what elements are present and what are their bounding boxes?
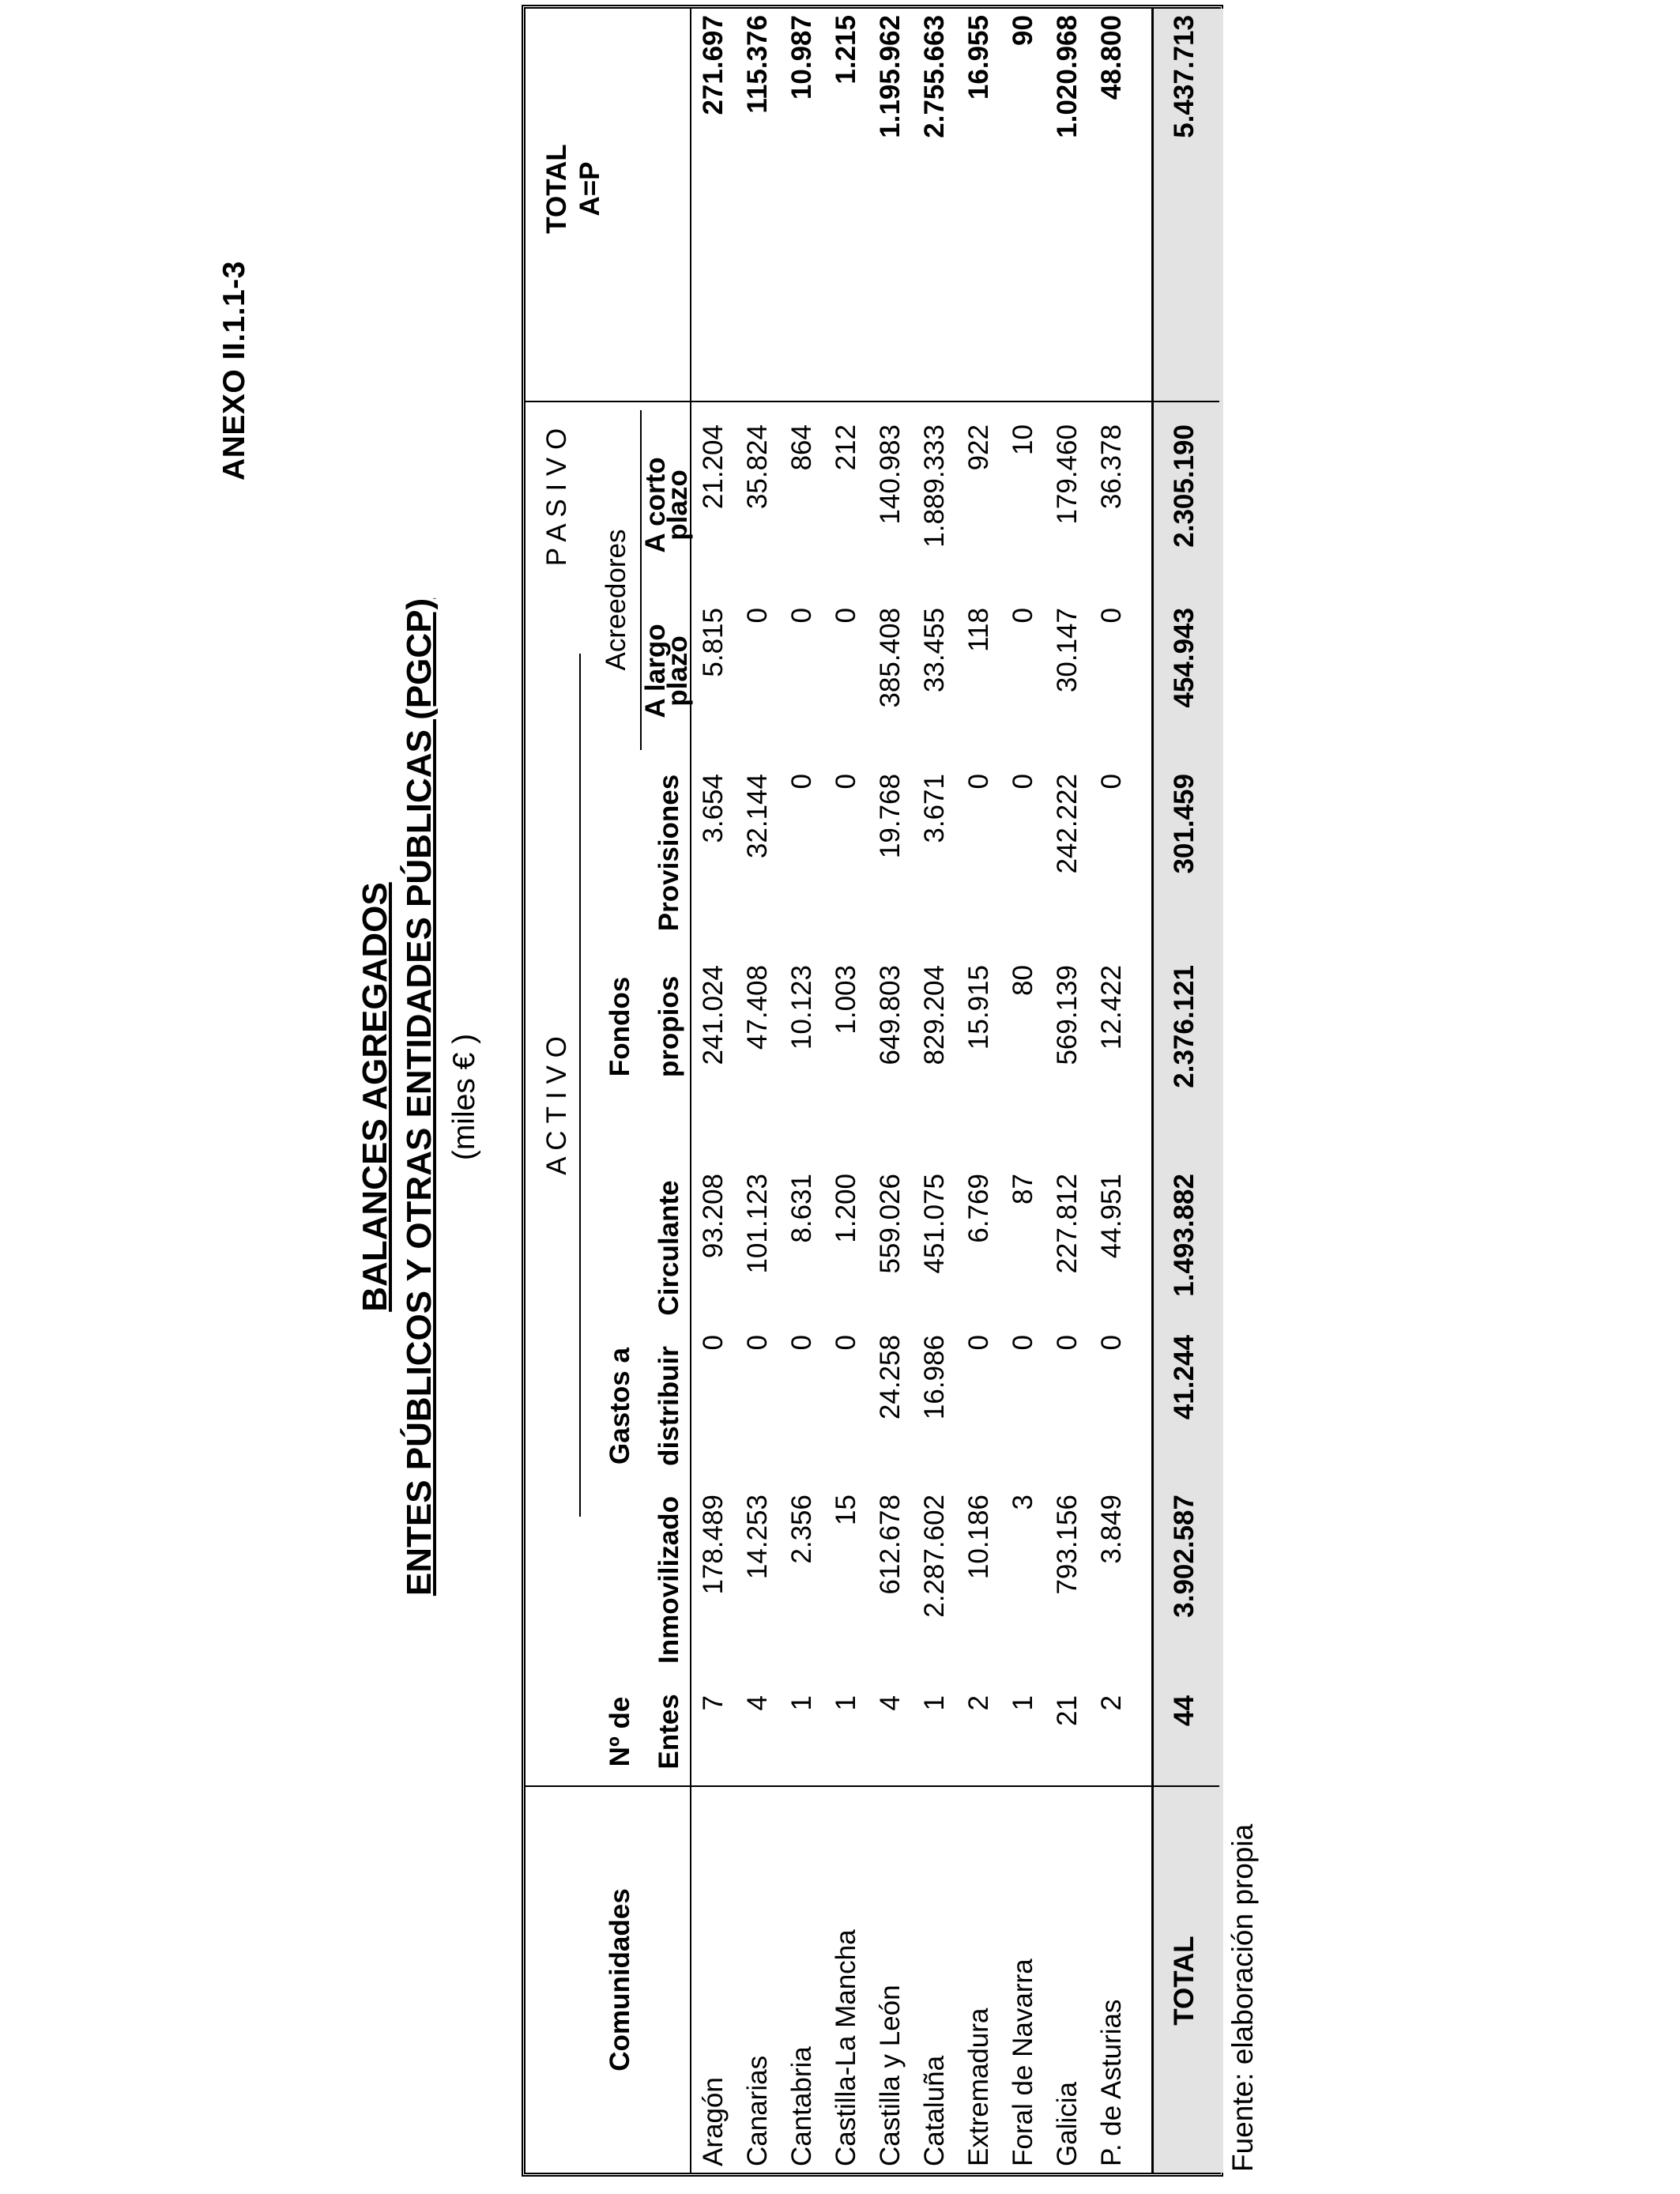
cell-circulante: 6.769 <box>963 1174 994 1243</box>
cell-inmovilizado: 3.849 <box>1096 1495 1127 1564</box>
header-largo-2: plazo <box>662 635 693 707</box>
cell-total: 48.800 <box>1096 15 1127 100</box>
header-circulante: Circulante <box>654 1180 684 1316</box>
total-cell-total: 5.437.713 <box>1169 15 1200 138</box>
cell-largo: 5.815 <box>698 608 729 677</box>
cell-corto: 864 <box>786 424 817 471</box>
cell-total: 1.215 <box>831 15 861 85</box>
cell-largo: 0 <box>786 608 817 624</box>
header-entes-2: Entes <box>654 1694 684 1770</box>
cell-entes: 2 <box>963 1695 994 1711</box>
cell-inmovilizado: 3 <box>1008 1495 1038 1510</box>
cell-comunidad: Galicia <box>1052 2082 1083 2166</box>
cell-comunidad: Aragón <box>698 2077 729 2166</box>
cell-corto: 36.378 <box>1096 424 1127 510</box>
total-cell-corto: 2.305.190 <box>1169 424 1200 548</box>
annex-label: ANEXO II.1.1-3 <box>217 261 251 481</box>
cell-largo: 385.408 <box>875 608 906 708</box>
cell-comunidad: Cataluña <box>919 2055 950 2166</box>
cell-circulante: 101.123 <box>742 1174 773 1274</box>
cell-entes: 7 <box>698 1695 729 1711</box>
cell-total: 1.020.968 <box>1052 15 1083 138</box>
cell-gastos: 0 <box>698 1335 729 1351</box>
cell-fondos: 10.123 <box>786 965 817 1050</box>
cell-circulante: 8.631 <box>786 1174 817 1243</box>
cell-corto: 922 <box>963 424 994 471</box>
cell-largo: 0 <box>831 608 861 624</box>
cell-entes: 1 <box>786 1695 817 1711</box>
cell-largo: 0 <box>1008 608 1038 624</box>
cell-entes: 1 <box>831 1695 861 1711</box>
cell-gastos: 16.986 <box>919 1335 950 1420</box>
header-largo-1: A largo <box>640 624 671 718</box>
cell-fondos: 15.915 <box>963 965 994 1050</box>
cell-corto: 140.983 <box>875 424 906 525</box>
cell-inmovilizado: 10.186 <box>963 1495 994 1580</box>
total-cell-largo: 454.943 <box>1169 608 1200 708</box>
cell-provisiones: 0 <box>831 774 861 790</box>
cell-entes: 4 <box>875 1695 906 1711</box>
header-inmovilizado: Inmovilizado <box>654 1496 684 1664</box>
cell-gastos: 0 <box>742 1335 773 1351</box>
cell-comunidad: Extremadura <box>963 2007 994 2166</box>
cell-comunidad: Canarias <box>742 2055 773 2166</box>
cell-corto: 179.460 <box>1052 424 1083 525</box>
cell-fondos: 80 <box>1008 965 1038 996</box>
cell-entes: 21 <box>1052 1695 1083 1726</box>
cell-entes: 4 <box>742 1695 773 1711</box>
cell-fondos: 569.139 <box>1052 965 1083 1065</box>
cell-largo: 33.455 <box>919 608 950 693</box>
header-fondos-2: propios <box>654 975 684 1078</box>
cell-fondos: 649.803 <box>875 965 906 1065</box>
cell-gastos: 0 <box>963 1335 994 1351</box>
cell-total: 1.195.962 <box>875 15 906 138</box>
cell-comunidad: P. de Asturias <box>1096 1999 1127 2166</box>
cell-corto: 35.824 <box>742 424 773 510</box>
cell-total: 271.697 <box>698 15 729 115</box>
source-footnote: Fuente: elaboración propia <box>1226 1823 1259 2172</box>
cell-provisiones: 0 <box>786 774 817 790</box>
total-cell-comunidad: TOTAL <box>1169 1936 1200 2026</box>
header-bottom-rule <box>690 9 691 2173</box>
cell-fondos: 12.422 <box>1096 965 1127 1050</box>
cell-corto: 10 <box>1008 424 1038 455</box>
cell-inmovilizado: 612.678 <box>875 1495 906 1595</box>
cell-total: 115.376 <box>742 15 773 114</box>
header-gastos-1: Gastos a <box>605 1348 635 1465</box>
cell-total: 2.755.663 <box>919 15 950 138</box>
cell-gastos: 0 <box>1096 1335 1127 1351</box>
total-cell-circulante: 1.493.882 <box>1169 1174 1200 1297</box>
total-cell-entes: 44 <box>1169 1695 1200 1726</box>
cell-entes: 1 <box>919 1695 950 1711</box>
title-line-2: ENTES PÚBLICOS Y OTRAS ENTIDADES PÚBLICAS (PGCP) <box>400 598 439 1596</box>
cell-fondos: 829.204 <box>919 965 950 1065</box>
header-activo: A C T I V O <box>541 1036 572 1175</box>
cell-circulante: 227.812 <box>1052 1174 1083 1274</box>
cell-largo: 0 <box>1096 608 1127 624</box>
cell-inmovilizado: 14.253 <box>742 1495 773 1580</box>
cell-provisiones: 3.654 <box>698 774 729 843</box>
total-cell-provisiones: 301.459 <box>1169 774 1200 874</box>
cell-inmovilizado: 15 <box>831 1495 861 1525</box>
total-cell-gastos: 41.244 <box>1169 1335 1200 1420</box>
cell-comunidad: Cantabria <box>786 2046 817 2166</box>
cell-fondos: 241.024 <box>698 965 729 1065</box>
cell-circulante: 44.951 <box>1096 1174 1127 1259</box>
header-fondos-1: Fondos <box>605 976 635 1077</box>
cell-gastos: 24.258 <box>875 1335 906 1420</box>
cell-gastos: 0 <box>1052 1335 1083 1351</box>
cell-inmovilizado: 793.156 <box>1052 1495 1083 1595</box>
cell-total: 90 <box>1008 15 1038 46</box>
cell-circulante: 1.200 <box>831 1174 861 1243</box>
cell-provisiones: 0 <box>1008 774 1038 790</box>
cell-inmovilizado: 2.287.602 <box>919 1495 950 1618</box>
header-acreedores: Acreedores <box>601 529 631 671</box>
col-sep-2 <box>525 401 1219 402</box>
title-line-1: BALANCES AGREGADOS <box>356 882 394 1312</box>
cell-corto: 1.889.333 <box>919 424 950 548</box>
cell-gastos: 0 <box>786 1335 817 1351</box>
cell-inmovilizado: 178.489 <box>698 1495 729 1595</box>
cell-largo: 0 <box>742 608 773 624</box>
cell-fondos: 47.408 <box>742 965 773 1050</box>
header-pasivo: P A S I V O <box>541 428 572 567</box>
balance-table <box>522 5 1223 2177</box>
units-subtitle: (miles € ) <box>447 1033 481 1161</box>
cell-provisiones: 32.144 <box>742 774 773 859</box>
activo-rule <box>579 654 581 1517</box>
cell-inmovilizado: 2.356 <box>786 1495 817 1564</box>
header-comunidades: Comunidades <box>605 1888 635 2071</box>
header-corto-1: A corto <box>640 457 671 553</box>
header-entes-1: Nº de <box>605 1696 635 1767</box>
cell-provisiones: 0 <box>1096 774 1127 790</box>
cell-provisiones: 19.768 <box>875 774 906 859</box>
cell-largo: 118 <box>963 608 994 652</box>
cell-provisiones: 242.222 <box>1052 774 1083 874</box>
header-total-2: A=P <box>574 161 605 217</box>
cell-total: 16.955 <box>963 15 994 100</box>
cell-provisiones: 0 <box>963 774 994 790</box>
header-corto-2: plazo <box>662 469 693 541</box>
cell-largo: 30.147 <box>1052 608 1083 693</box>
cell-circulante: 451.075 <box>919 1174 950 1274</box>
header-provisiones: Provisiones <box>654 774 684 932</box>
cell-entes: 1 <box>1008 1695 1038 1711</box>
total-cell-fondos: 2.376.121 <box>1169 965 1200 1088</box>
cell-comunidad: Castilla-La Mancha <box>831 1929 861 2166</box>
cell-corto: 212 <box>831 424 861 471</box>
cell-gastos: 0 <box>831 1335 861 1351</box>
cell-total: 10.987 <box>786 15 817 100</box>
cell-gastos: 0 <box>1008 1335 1038 1351</box>
cell-provisiones: 3.671 <box>919 774 950 843</box>
header-total-1: TOTAL <box>541 144 572 234</box>
cell-circulante: 87 <box>1008 1174 1038 1204</box>
cell-comunidad: Foral de Navarra <box>1008 1958 1038 2166</box>
cell-circulante: 93.208 <box>698 1174 729 1259</box>
header-gastos-2: distribuir <box>654 1346 684 1466</box>
total-cell-inmovilizado: 3.902.587 <box>1169 1495 1200 1618</box>
cell-comunidad: Castilla y León <box>875 1985 906 2166</box>
cell-circulante: 559.026 <box>875 1174 906 1274</box>
cell-fondos: 1.003 <box>831 965 861 1035</box>
cell-corto: 21.204 <box>698 424 729 510</box>
cell-entes: 2 <box>1096 1695 1127 1711</box>
